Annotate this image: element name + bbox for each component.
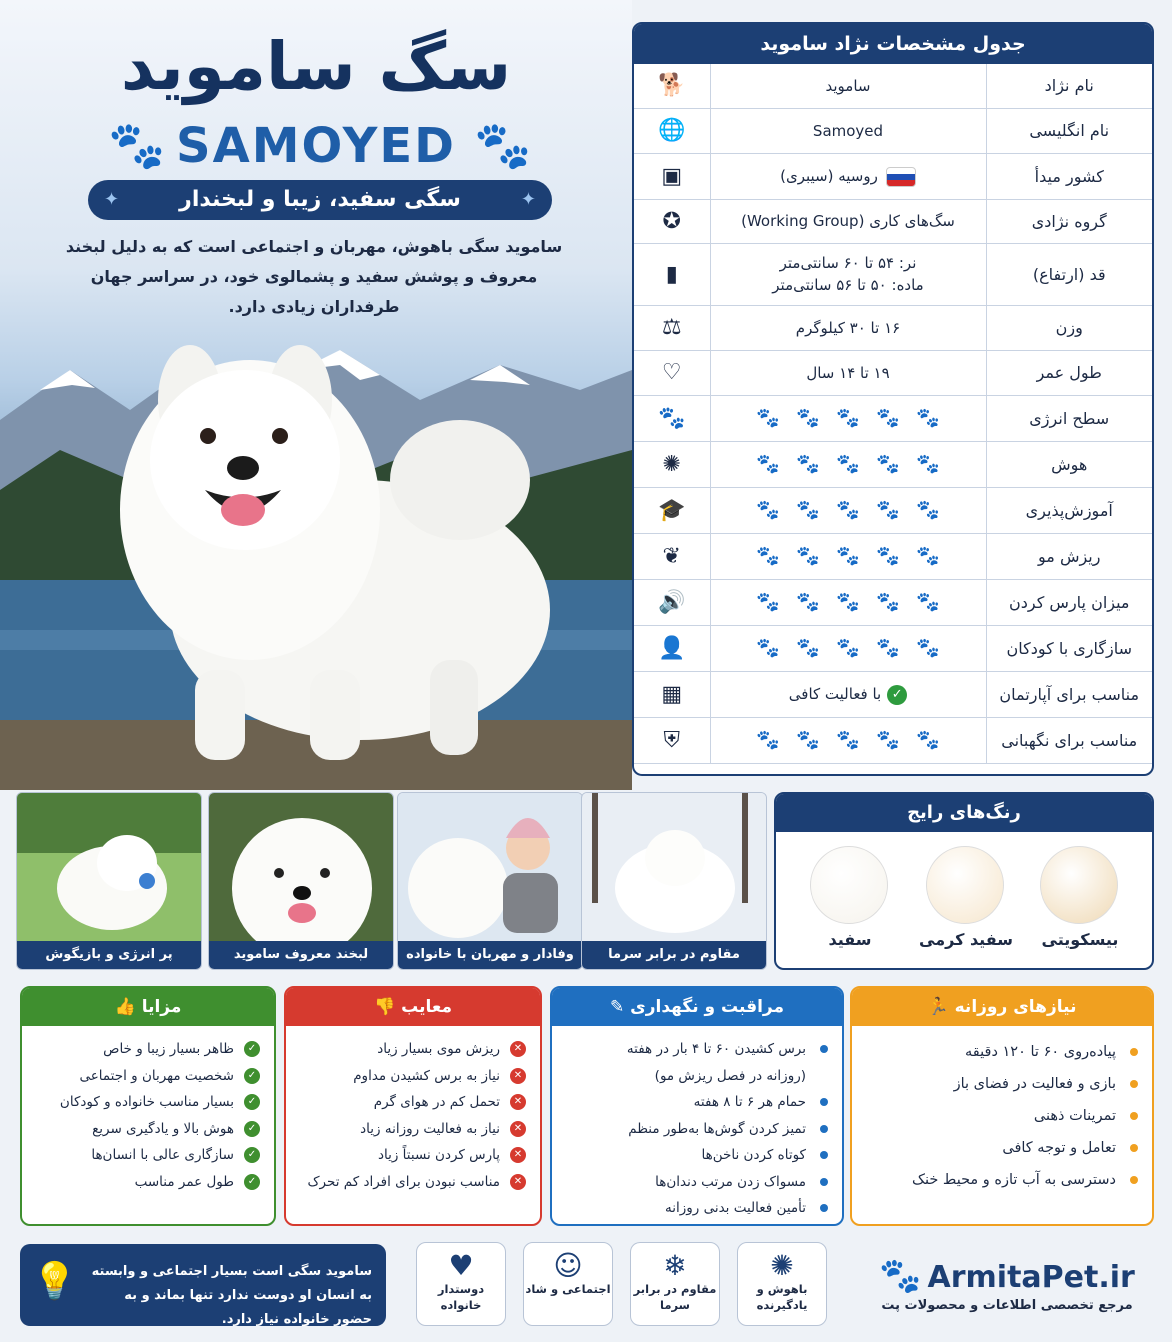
rating-paw-filled: 🐾 (876, 498, 900, 521)
spec-row (634, 64, 1152, 108)
brand-name[interactable]: ArmitaPet.ir (927, 1260, 1135, 1295)
list-item-text: طول عمر مناسب (134, 1173, 234, 1190)
bullet-icon (820, 1204, 828, 1212)
bullet-icon (820, 1098, 828, 1106)
spec-label: هوش (986, 441, 1152, 487)
photo-playful-dog (16, 792, 202, 970)
list-item-text: ظاهر بسیار زیبا و خاص (103, 1041, 234, 1057)
spec-value (710, 579, 986, 625)
common-colors-panel (774, 792, 1154, 970)
paw-icon: 🐾 (108, 118, 166, 172)
list-item-text: تمیز کردن گوش‌ها به‌طور منظم (628, 1120, 806, 1137)
trait-label: مقاوم در برابر سرما (633, 1282, 717, 1312)
heart-icon: ♥ (448, 1249, 474, 1282)
dog-in-snow-photo (582, 793, 767, 943)
daily-needs-card (850, 986, 1154, 1226)
spec-row (634, 153, 1152, 199)
spec-row (634, 625, 1152, 671)
check-icon: ✓ (244, 1068, 260, 1084)
color-label: سفید (828, 930, 872, 949)
samoyed-dog-illustration (100, 340, 570, 780)
heartbeat-icon: ♡ (634, 350, 710, 395)
spec-row (634, 108, 1152, 153)
brand-block (862, 1256, 1152, 1313)
list-item-text: بازی و فعالیت در فضای باز (953, 1076, 1116, 1092)
list-item (296, 1089, 526, 1116)
list-item-text: مناسب نبودن برای افراد کم تحرک (307, 1173, 500, 1190)
list-item-text: تعامل و توجه کافی (1002, 1140, 1116, 1156)
spec-label: مناسب برای نگهبانی (986, 717, 1152, 763)
spec-label: مناسب برای آپارتمان (986, 671, 1152, 717)
spec-value-text: با فعالیت کافی (788, 685, 882, 703)
bullet-icon (820, 1178, 828, 1186)
spec-label: آموزش‌پذیری (986, 487, 1152, 533)
dog-icon: 🐕 (634, 64, 710, 108)
weight-icon: ⚖ (634, 305, 710, 350)
list-item (562, 1116, 828, 1143)
list-item (296, 1036, 526, 1063)
list-item-text: سازگاری عالی با انسان‌ها (91, 1147, 234, 1163)
list-item-text: تحمل کم در هوای گرم (373, 1094, 500, 1110)
spec-value-text: ساموید (825, 76, 871, 95)
fur-icon: ❦ (634, 533, 710, 579)
rating-paw-filled: 🐾 (916, 636, 940, 659)
list-item-text: پیاده‌روی ۶۰ تا ۱۲۰ دقیقه (965, 1044, 1116, 1060)
trait-label: دوستدار خانواده (437, 1282, 485, 1312)
rating-paw-filled: 🐾 (796, 590, 820, 613)
list-item (32, 1036, 260, 1063)
spec-row (634, 305, 1152, 350)
spec-label: میزان پارس کردن (986, 579, 1152, 625)
photo-caption: پر انرژی و بازیگوش (17, 941, 201, 969)
trait-cold-resistant (630, 1242, 720, 1326)
speaker-icon: 🔊 (634, 579, 710, 625)
rating-paw-filled: 🐾 (756, 636, 780, 659)
spec-label: وزن (986, 305, 1152, 350)
spec-value-text: روسیه (سیبری) (780, 167, 878, 185)
spec-row (634, 350, 1152, 395)
bullet-icon (820, 1045, 828, 1053)
list-item (562, 1142, 828, 1169)
cross-icon: ✕ (510, 1121, 526, 1137)
daily-header (852, 988, 1152, 1026)
cross-icon: ✕ (510, 1147, 526, 1163)
color-swatch-white (810, 846, 888, 924)
list-item-text: شخصیت مهربان و اجتماعی (79, 1067, 234, 1084)
spec-value (710, 441, 986, 487)
list-item (296, 1116, 526, 1143)
building-icon: ▦ (634, 671, 710, 717)
person-icon: 👤 (634, 625, 710, 671)
trait-label: اجتماعی و شاد (525, 1282, 611, 1296)
list-item-text: تأمین فعالیت بدنی روزانه (664, 1200, 806, 1216)
rating-paw-filled: 🐾 (916, 728, 940, 751)
bullet-icon (1130, 1080, 1138, 1088)
specs-table-title: جدول مشخصات نژاد ساموید (634, 24, 1152, 64)
russia-flag-icon (886, 167, 916, 187)
photo-caption: لبخند معروف ساموید (209, 941, 393, 969)
care-title: مراقبت و نگهداری (630, 997, 785, 1017)
color-label: سفید کرمی (919, 930, 1013, 949)
check-icon: ✓ (887, 685, 907, 705)
bullet-icon (820, 1151, 828, 1159)
spec-value (710, 395, 986, 441)
brand-subtitle: مرجع تخصصی اطلاعات و محصولات پت (881, 1298, 1133, 1313)
pros-card (20, 986, 276, 1226)
spec-row (634, 199, 1152, 243)
colors-title: رنگ‌های رایج (776, 794, 1152, 832)
brain-icon: ✺ (770, 1249, 794, 1282)
spec-value (710, 625, 986, 671)
list-item (562, 1169, 828, 1196)
spec-value (710, 243, 986, 305)
rating-paw-filled: 🐾 (916, 498, 940, 521)
list-item-text: ریزش موی بسیار زیاد (377, 1041, 500, 1057)
list-item (32, 1142, 260, 1169)
dog-running-photo (17, 793, 202, 943)
rating-paw-filled: 🐾 (916, 406, 940, 429)
daily-list (852, 1026, 1152, 1196)
photo-family-dog (397, 792, 583, 970)
spec-value (710, 671, 986, 717)
list-item-text: هوش بالا و یادگیری سریع (92, 1120, 234, 1137)
list-item (562, 1063, 828, 1090)
spec-label: طول عمر (986, 350, 1152, 395)
rating-paw-filled: 🐾 (796, 498, 820, 521)
spec-value (710, 199, 986, 243)
running-person-icon: 🏃 (927, 997, 949, 1017)
rating-paw-filled: 🐾 (916, 544, 940, 567)
spec-row (634, 579, 1152, 625)
rating-paw-empty: 🐾 (756, 728, 780, 751)
color-swatch-biscuit (1040, 846, 1118, 924)
rating-paw-filled: 🐾 (796, 406, 820, 429)
rating-paw-filled: 🐾 (876, 636, 900, 659)
spec-value (710, 350, 986, 395)
list-item (862, 1036, 1138, 1068)
bullet-icon (1130, 1048, 1138, 1056)
spec-value-text: Samoyed (812, 121, 884, 140)
pros-header (22, 988, 274, 1026)
rating-paw-filled: 🐾 (796, 636, 820, 659)
photo-caption: مقاوم در برابر سرما (582, 941, 766, 969)
spec-label: کشور میدأ (986, 153, 1152, 199)
list-item-text: بسیار مناسب خانواده و کودکان (59, 1094, 234, 1110)
list-item-text: تمرینات ذهنی (1033, 1108, 1116, 1124)
rating-paw-filled: 🐾 (916, 590, 940, 613)
list-item-text: دسترسی به آب تازه و محیط خنک (912, 1172, 1116, 1188)
spec-label: گروه نژادی (986, 199, 1152, 243)
list-item (562, 1036, 828, 1063)
check-icon: ✓ (244, 1094, 260, 1110)
list-item-text: برس کشیدن ۶۰ تا ۴ بار در هفته (626, 1041, 806, 1057)
rating-paw-filled: 🐾 (876, 590, 900, 613)
rating-paw-empty: 🐾 (756, 452, 780, 475)
trait-label: باهوش و یادگیرنده (756, 1282, 808, 1312)
bullet-icon (1130, 1144, 1138, 1152)
paw-icon: 🐾 (634, 395, 710, 441)
badge-icon: ✪ (634, 199, 710, 243)
care-list (552, 1026, 842, 1222)
list-item (862, 1132, 1138, 1164)
hero-section (0, 0, 632, 790)
paw-icon: 🐾 (474, 118, 532, 172)
list-item (32, 1089, 260, 1116)
list-item (862, 1164, 1138, 1196)
trait-family-lover (416, 1242, 506, 1326)
check-icon: ✓ (244, 1041, 260, 1057)
rating-paw-filled: 🐾 (796, 544, 820, 567)
rating-paw-filled: 🐾 (876, 452, 900, 475)
trait-smart (737, 1242, 827, 1326)
cons-title: معایب (401, 997, 452, 1017)
cons-card (284, 986, 542, 1226)
rating-paw-filled: 🐾 (756, 406, 780, 429)
lightbulb-icon: 💡 (32, 1261, 77, 1302)
cross-icon: ✕ (510, 1068, 526, 1084)
bullet-icon (1130, 1176, 1138, 1184)
rating-paw-filled: 🐾 (836, 498, 860, 521)
rating-paw-filled: 🐾 (836, 544, 860, 567)
photo-caption: وفادار و مهربان با خانواده (398, 941, 582, 969)
spec-value-text: سگ‌های کاری (Working Group) (741, 212, 955, 230)
spec-value-text: ۱۹ تا ۱۴ سال (806, 363, 890, 382)
spec-value (710, 487, 986, 533)
thumbs-up-icon: 👍 (114, 997, 136, 1017)
rating-paw-filled: 🐾 (756, 498, 780, 521)
rating-paw-filled: 🐾 (836, 636, 860, 659)
care-header (552, 988, 842, 1026)
spec-row (634, 243, 1152, 305)
cons-list (286, 1026, 540, 1195)
bullet-icon (1130, 1112, 1138, 1120)
rating-paw-filled: 🐾 (916, 452, 940, 475)
map-icon: ▣ (634, 153, 710, 199)
smile-icon: ☺ (553, 1249, 583, 1282)
paw-logo-icon: 🐾 (879, 1256, 922, 1296)
spec-row (634, 533, 1152, 579)
spec-label: نام انگلیسی (986, 108, 1152, 153)
cons-header (286, 988, 540, 1026)
specs-table (634, 64, 1152, 764)
breed-latin-name: SAMOYED (176, 118, 456, 174)
list-item-text: (روزانه در فصل ریزش مو) (654, 1067, 806, 1084)
spec-value (710, 64, 986, 108)
rating-paw-filled: 🐾 (796, 452, 820, 475)
list-item (32, 1063, 260, 1090)
spec-value (710, 305, 986, 350)
pros-list (22, 1026, 274, 1195)
spec-row (634, 717, 1152, 763)
list-item (862, 1100, 1138, 1132)
spec-label: قد (ارتفاع) (986, 243, 1152, 305)
color-label: بیسکویتی (1041, 930, 1119, 949)
ruler-icon: ▮ (634, 243, 710, 305)
spec-label: نام نژاد (986, 64, 1152, 108)
photo-smiling-dog (208, 792, 394, 970)
spec-value-text: نر: ۵۴ تا ۶۰ سانتی‌متر (779, 254, 917, 272)
brush-icon: ✎ (609, 997, 625, 1017)
dog-with-girl-photo (398, 793, 583, 943)
check-icon: ✓ (244, 1147, 260, 1163)
thumbs-down-icon: 👎 (374, 997, 396, 1017)
list-item (296, 1063, 526, 1090)
footer-note: ساموید سگی است بسیار اجتماعی و وابسته به انسان او دوست ندارد تنها بماند و به حضور خانواده نیاز دارد. (20, 1244, 386, 1326)
list-item-text: پارس کردن نسبتاً زیاد (377, 1147, 500, 1163)
intro-paragraph: ساموید سگی باهوش، مهربان و اجتماعی است که به دلیل لبخند معروف و پوشش سفید و پشمالوی خود، در سراسر جهان طرفداران زیادی دارد. (65, 237, 563, 316)
spec-row (634, 671, 1152, 717)
cross-icon: ✕ (510, 1174, 526, 1190)
list-item-text: کوتاه کردن ناخن‌ها (701, 1147, 806, 1163)
check-icon: ✓ (244, 1174, 260, 1190)
breed-specs-table (632, 22, 1154, 776)
list-item-text: نیاز به فعالیت روزانه زیاد (360, 1120, 500, 1137)
rating-paw-filled: 🐾 (836, 590, 860, 613)
rating-paw-filled: 🐾 (756, 544, 780, 567)
check-icon: ✓ (244, 1121, 260, 1137)
rating-paw-empty: 🐾 (756, 590, 780, 613)
list-item (296, 1169, 526, 1196)
rating-paw-filled: 🐾 (876, 406, 900, 429)
care-card (550, 986, 844, 1226)
rating-paw-filled: 🐾 (876, 728, 900, 751)
cross-icon: ✕ (510, 1041, 526, 1057)
spec-row (634, 441, 1152, 487)
snowflake-icon: ❄ (663, 1249, 687, 1282)
spec-value-text: ماده: ۵۰ تا ۵۶ سانتی‌متر (772, 276, 924, 294)
spec-value-text: ۱۶ تا ۳۰ کیلوگرم (795, 318, 901, 337)
list-item (562, 1089, 828, 1116)
daily-title: نیازهای روزانه (954, 997, 1077, 1017)
spec-value (710, 108, 986, 153)
pros-title: مزایا (141, 997, 182, 1017)
tagline-text: سگی سفید، زیبا و لبخندار (179, 187, 461, 212)
list-item (32, 1169, 260, 1196)
sparkle-icon: ✦ (520, 189, 536, 210)
spec-label: سازگاری با کودکان (986, 625, 1152, 671)
spec-label: ریزش مو (986, 533, 1152, 579)
tagline-banner (88, 180, 552, 220)
bullet-icon (820, 1125, 828, 1133)
spec-row (634, 395, 1152, 441)
photo-snow-dog (581, 792, 767, 970)
dog-smiling-photo (209, 793, 394, 943)
spec-row (634, 487, 1152, 533)
list-item (862, 1068, 1138, 1100)
graduation-cap-icon: 🎓 (634, 487, 710, 533)
list-item-text: مسواک زدن مرتب دندان‌ها (655, 1173, 806, 1190)
spec-value (710, 533, 986, 579)
rating-paw-filled: 🐾 (876, 544, 900, 567)
page-title: سگ ساموید (120, 28, 512, 105)
globe-icon: 🌐 (634, 108, 710, 153)
shield-icon: ⛨ (634, 717, 710, 763)
brain-icon: ✺ (634, 441, 710, 487)
rating-paw-filled: 🐾 (836, 452, 860, 475)
spec-value (710, 717, 986, 763)
list-item-text: حمام هر ۶ تا ۸ هفته (693, 1094, 806, 1110)
list-item (296, 1142, 526, 1169)
sparkle-icon: ✦ (104, 189, 120, 210)
color-swatch-cream-white (926, 846, 1004, 924)
cross-icon: ✕ (510, 1094, 526, 1110)
spec-label: سطح انرژی (986, 395, 1152, 441)
spec-value (710, 153, 986, 199)
list-item-text: نیاز به برس کشیدن مداوم (353, 1067, 500, 1084)
rating-paw-filled: 🐾 (836, 728, 860, 751)
rating-paw-empty: 🐾 (796, 728, 820, 751)
list-item (32, 1116, 260, 1143)
trait-social (523, 1242, 613, 1326)
list-item (562, 1195, 828, 1222)
rating-paw-filled: 🐾 (836, 406, 860, 429)
